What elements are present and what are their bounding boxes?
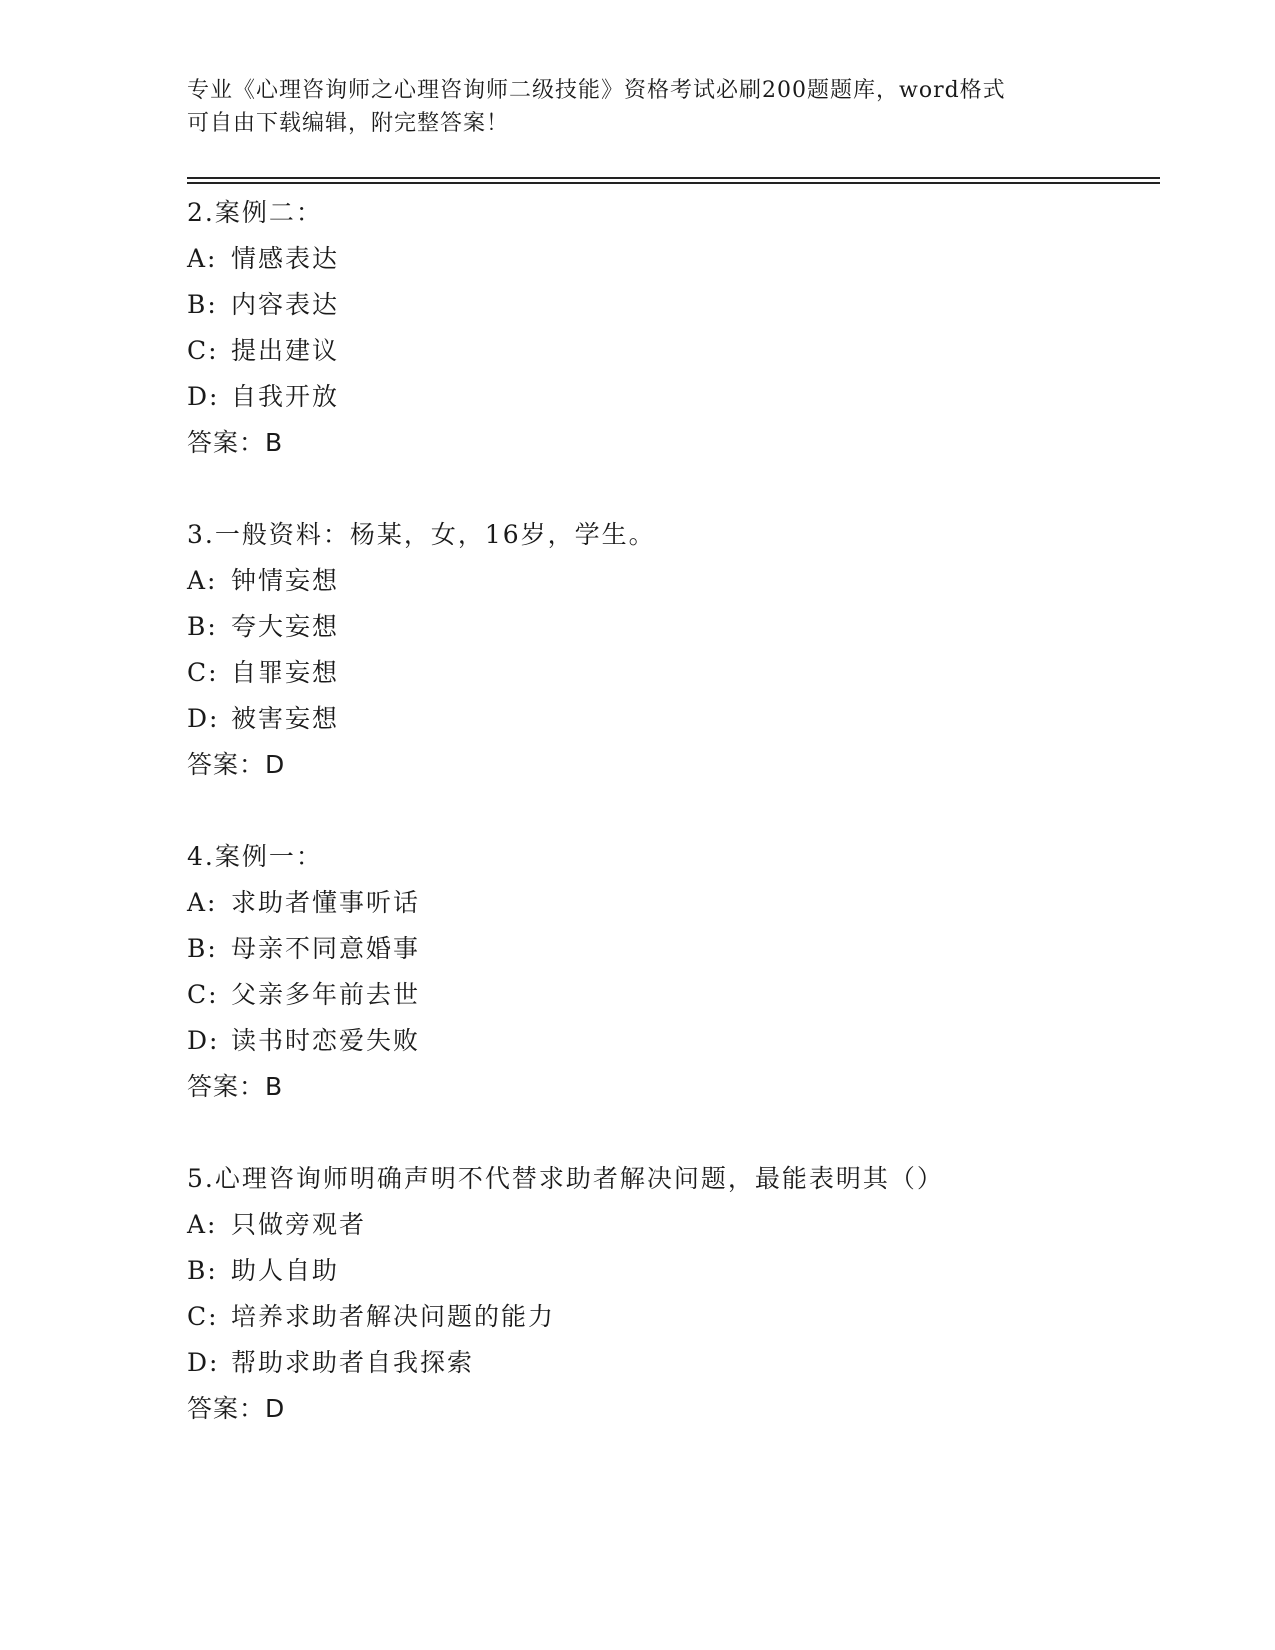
option-text: 自我开放 bbox=[231, 382, 340, 411]
option-text: 被害妄想 bbox=[231, 704, 340, 733]
option-a bbox=[187, 1202, 1177, 1248]
option-letter: C: bbox=[187, 336, 219, 365]
option-letter: D: bbox=[187, 1348, 220, 1377]
answer-line: 答案：B bbox=[187, 428, 284, 457]
option-letter: D: bbox=[187, 382, 220, 411]
question-spacer bbox=[187, 466, 1177, 512]
question-list bbox=[187, 190, 1177, 1432]
option-letter: B: bbox=[187, 290, 218, 319]
option-text: 提出建议 bbox=[231, 336, 340, 365]
question-spacer bbox=[187, 1110, 1177, 1156]
question-spacer bbox=[187, 788, 1177, 834]
option-text: 培养求助者解决问题的能力 bbox=[231, 1302, 556, 1331]
option-b bbox=[187, 604, 1177, 650]
option-text: 求助者懂事听话 bbox=[231, 888, 421, 917]
option-d bbox=[187, 1018, 1177, 1064]
question-item bbox=[187, 834, 1177, 1156]
option-text: 读书时恋爱失败 bbox=[231, 1026, 421, 1055]
option-text: 情感表达 bbox=[231, 244, 340, 273]
answer-line: 答案：B bbox=[187, 1072, 284, 1101]
option-letter: C: bbox=[187, 1302, 219, 1331]
option-c bbox=[187, 650, 1177, 696]
header-title-line-2: 可自由下载编辑，附完整答案！ bbox=[187, 111, 510, 136]
option-letter: B: bbox=[187, 934, 218, 963]
header-title-line-1: 专业《心理咨询师之心理咨询师二级技能》资格考试必刷200题题库，word格式 bbox=[187, 78, 1006, 103]
document-header bbox=[187, 74, 1087, 140]
option-text: 只做旁观者 bbox=[231, 1210, 367, 1239]
option-b bbox=[187, 282, 1177, 328]
option-letter: B: bbox=[187, 1256, 218, 1285]
option-letter: A: bbox=[187, 1210, 218, 1239]
option-c bbox=[187, 972, 1177, 1018]
option-a bbox=[187, 880, 1177, 926]
option-c bbox=[187, 328, 1177, 374]
option-letter: D: bbox=[187, 704, 220, 733]
option-d bbox=[187, 1340, 1177, 1386]
option-text: 母亲不同意婚事 bbox=[231, 934, 421, 963]
option-letter: A: bbox=[187, 888, 218, 917]
option-text: 助人自助 bbox=[231, 1256, 340, 1285]
option-text: 帮助求助者自我探索 bbox=[231, 1348, 475, 1377]
option-c bbox=[187, 1294, 1177, 1340]
option-b bbox=[187, 1248, 1177, 1294]
option-text: 钟情妄想 bbox=[231, 566, 340, 595]
answer-line: 答案：D bbox=[187, 1394, 286, 1423]
option-text: 父亲多年前去世 bbox=[231, 980, 421, 1009]
option-a bbox=[187, 236, 1177, 282]
option-b bbox=[187, 926, 1177, 972]
option-d bbox=[187, 374, 1177, 420]
header-divider-top bbox=[187, 177, 1160, 179]
question-stem: 5.心理咨询师明确声明不代替求助者解决问题，最能表明其（） bbox=[187, 1164, 944, 1193]
option-a bbox=[187, 558, 1177, 604]
option-letter: C: bbox=[187, 980, 219, 1009]
answer-line: 答案：D bbox=[187, 750, 286, 779]
question-stem: 4.案例一： bbox=[187, 842, 323, 871]
question-item bbox=[187, 512, 1177, 834]
header-divider-bottom bbox=[187, 182, 1160, 184]
option-letter: A: bbox=[187, 244, 218, 273]
option-text: 夸大妄想 bbox=[231, 612, 340, 641]
question-item bbox=[187, 190, 1177, 512]
question-stem: 3.一般资料：杨某，女，16岁，学生。 bbox=[187, 520, 656, 549]
option-letter: C: bbox=[187, 658, 219, 687]
option-letter: D: bbox=[187, 1026, 220, 1055]
option-letter: B: bbox=[187, 612, 218, 641]
option-text: 内容表达 bbox=[231, 290, 340, 319]
option-d bbox=[187, 696, 1177, 742]
option-letter: A: bbox=[187, 566, 218, 595]
option-text: 自罪妄想 bbox=[231, 658, 340, 687]
question-stem: 2.案例二： bbox=[187, 198, 323, 227]
question-item bbox=[187, 1156, 1177, 1432]
